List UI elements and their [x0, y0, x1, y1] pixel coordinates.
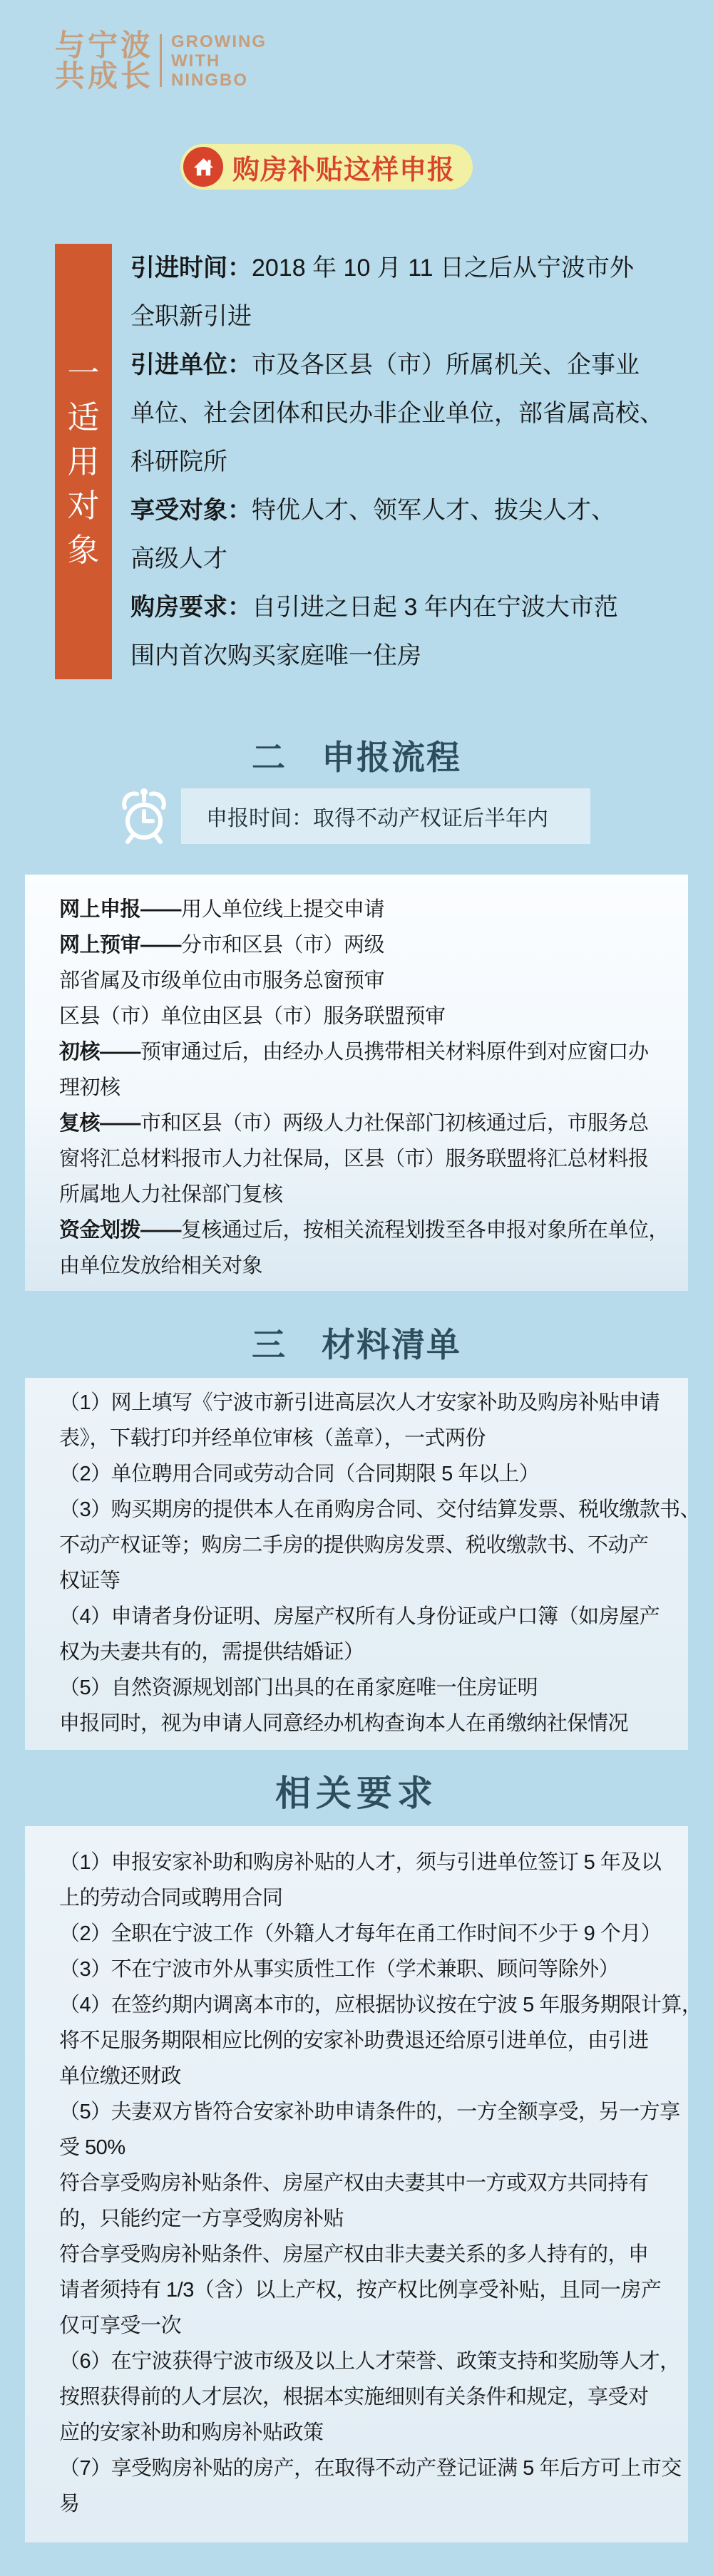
- text-line-rest: 科研院所: [130, 448, 227, 475]
- text-line-rest: （3）不在宁波市外从事实质性工作（学术兼职、顾问等除外）: [59, 1958, 620, 1981]
- text-line: [59, 1492, 701, 1527]
- text-line: [59, 2486, 667, 2522]
- text-line: [59, 1070, 667, 1106]
- text-line-rest: 表》，下载打印并经单位审核（盖章），一式两份: [59, 1427, 486, 1450]
- title-badge: [180, 144, 473, 190]
- text-line-rest: 按照获得前的人才层次，根据本实施细则有关条件和规定，享受对: [59, 2386, 649, 2408]
- requirements-card: [25, 1826, 702, 2542]
- text-line: [59, 2094, 680, 2130]
- text-line-rest: （4）申请者身份证明、房屋产权所有人身份证或户口簿（如房屋产: [59, 1605, 660, 1628]
- materials-list-card: [25, 1378, 701, 1750]
- text-line: [59, 1670, 667, 1706]
- text-line-bold: 网上预审——: [59, 934, 182, 957]
- text-line-bold: 网上申报——: [59, 898, 182, 921]
- text-line-rest: （4）在签约期内调离本市的，应根据协议按在宁波 5 年服务期限计算，: [59, 1994, 702, 2016]
- text-line-bold: 享受对象：: [130, 497, 252, 524]
- text-line: NINGBO: [171, 70, 249, 90]
- text-line: [130, 244, 687, 292]
- text-line: [59, 1527, 667, 1563]
- text-line: 适: [67, 399, 100, 436]
- text-line-rest: 权为夫妻共有的，需提供结婚证）: [59, 1641, 364, 1664]
- text-line-bold: 引进单位：: [130, 351, 252, 378]
- text-line-rest: 分市和区县（市）两级: [181, 934, 385, 957]
- text-line-rest: 市及各区县（市）所属机关、企事业: [252, 351, 640, 378]
- brand-logo: [55, 30, 267, 91]
- text-line: [59, 1563, 667, 1599]
- text-line: [130, 438, 687, 486]
- text-line: [59, 1987, 702, 2023]
- text-line: 一: [67, 355, 100, 391]
- text-line: [59, 2130, 667, 2165]
- text-line: 用: [67, 443, 100, 480]
- text-line-rest: （2）单位聘用合同或劳动合同（合同期限 5 年以上）: [59, 1463, 540, 1485]
- text-line: [130, 292, 687, 341]
- text-line-rest: 自引进之日起 3 年内在宁波大市范: [252, 594, 618, 621]
- text-line: [59, 2308, 667, 2344]
- logo-cn-line: 与宁波: [55, 29, 154, 62]
- section4-heading: 相关要求: [275, 1773, 438, 1813]
- section2-heading: 二 申报流程: [252, 738, 461, 776]
- text-line-rest: 特优人才、领军人才、拔尖人才、: [252, 497, 615, 524]
- text-line-rest: 请者须持有 1/3（含）以上产权，按产权比例享受补贴，且同一房产: [59, 2279, 662, 2302]
- text-line-rest: （7）享受购房补贴的房产，在取得不动产登记证满 5 年后方可上市交: [59, 2457, 682, 2480]
- text-line: [59, 1421, 667, 1456]
- text-line: [59, 1177, 667, 1212]
- text-line-rest: 高级人才: [130, 545, 227, 572]
- text-line: [59, 2237, 667, 2272]
- text-line: [130, 583, 687, 632]
- text-line: [59, 2059, 667, 2094]
- text-line-rest: 仅可享受一次: [59, 2314, 182, 2337]
- text-line: [130, 486, 687, 535]
- text-line: [59, 1634, 667, 1670]
- text-line: [59, 892, 667, 927]
- logo-cn-line: 共成长: [55, 59, 154, 93]
- text-line-bold: 资金划拨——: [59, 1219, 182, 1242]
- logo-divider: [160, 34, 162, 87]
- text-line: [130, 341, 687, 389]
- text-line-rest: 用人单位线上提交申请: [181, 898, 385, 921]
- alarm-clock-icon: [120, 787, 168, 845]
- text-line-rest: 市和区县（市）两级人力社保部门初核通过后，市服务总: [140, 1112, 649, 1135]
- text-line: [59, 2165, 667, 2201]
- text-line-rest: 符合享受购房补贴条件、房屋产权由夫妻其中一方或双方共同持有: [59, 2172, 649, 2195]
- text-line: [59, 1034, 667, 1070]
- text-line-rest: 复核通过后，按相关流程划拨至各申报对象所在单位，: [181, 1219, 670, 1242]
- text-line: [59, 2272, 667, 2308]
- text-line: [130, 535, 687, 583]
- text-line: WITH: [171, 51, 221, 71]
- text-line: [59, 1916, 667, 1952]
- text-line-rest: 申报同时，视为申请人同意经办机构查询本人在甬缴纳社保情况: [59, 1712, 629, 1735]
- text-line-rest: （5）夫妻双方皆符合安家补助申请条件的，一方全额享受，另一方享: [59, 2101, 680, 2123]
- home-icon: [183, 147, 223, 187]
- text-line: [59, 2023, 667, 2059]
- page-title: 购房补贴这样申报: [232, 155, 456, 185]
- text-line-rest: （1）网上填写《宁波市新引进高层次人才安家补助及购房补贴申请: [59, 1391, 660, 1414]
- text-line: [59, 1385, 667, 1421]
- text-line-rest: 窗将汇总材料报市人力社保局，区县（市）服务联盟将汇总材料报: [59, 1148, 649, 1170]
- text-line: [59, 963, 667, 999]
- text-line-rest: 部省属及市级单位由市服务总窗预审: [59, 969, 385, 992]
- process-steps-card: [25, 875, 688, 1291]
- text-line: [59, 1845, 667, 1880]
- text-line-rest: 2018 年 10 月 11 日之后从宁波市外: [252, 254, 634, 282]
- text-line-rest: 所属地人力社保部门复核: [59, 1183, 283, 1206]
- text-line: [130, 389, 687, 438]
- text-line: [59, 1141, 667, 1177]
- logo-english-text: [171, 32, 267, 90]
- text-line: [59, 1952, 667, 1987]
- text-line-bold: 引进时间：: [130, 254, 252, 282]
- text-line: [59, 1106, 667, 1141]
- text-line-bold: 复核——: [59, 1112, 141, 1135]
- text-line-rest: （1）申报安家补助和购房补贴的人才，须与引进单位签订 5 年及以: [59, 1851, 662, 1874]
- text-line-bold: 初核——: [59, 1041, 141, 1063]
- text-line-rest: 权证等: [59, 1570, 120, 1592]
- section3-heading: 三 材料清单: [252, 1326, 461, 1364]
- text-line: [59, 2344, 680, 2379]
- text-line-rest: （3）购买期房的提供本人在甬购房合同、交付结算发票、税收缴款书、: [59, 1498, 701, 1521]
- text-line-rest: 围内首次购买家庭唯一住房: [130, 642, 421, 669]
- text-line: [59, 1880, 667, 1916]
- text-line: [59, 999, 667, 1034]
- text-line-rest: 区县（市）单位由区县（市）服务联盟预审: [59, 1005, 446, 1028]
- text-line: [59, 1248, 667, 1284]
- text-line: [59, 1456, 667, 1492]
- text-line: [59, 2201, 667, 2237]
- text-line: [59, 1599, 667, 1634]
- text-line-rest: 单位、社会团体和民办非企业单位，部省属高校、: [130, 400, 664, 427]
- text-line: [59, 1212, 670, 1248]
- section1-content: [130, 244, 687, 680]
- logo-chinese-text: [55, 30, 153, 91]
- text-line-rest: （5）自然资源规划部门出具的在甬家庭唯一住房证明: [59, 1676, 538, 1699]
- text-line-rest: 受 50%: [59, 2136, 125, 2159]
- text-line: 对: [67, 488, 100, 524]
- text-line-rest: 易: [59, 2493, 80, 2515]
- text-line-rest: 将不足服务期限相应比例的安家补助费退还给原引进单位，由引进: [59, 2029, 649, 2052]
- text-line-rest: 预审通过后，由经办人员携带相关材料原件到对应窗口办: [140, 1041, 649, 1063]
- notice-text: 申报时间：取得不动产权证后半年内: [206, 807, 548, 830]
- text-line-rest: 由单位发放给相关对象: [59, 1254, 263, 1277]
- text-line: [59, 2451, 682, 2486]
- text-line: [59, 2415, 667, 2451]
- text-line: GROWING: [171, 31, 267, 51]
- text-line-rest: 上的劳动合同或聘用合同: [59, 1887, 283, 1910]
- text-line: 象: [67, 532, 100, 568]
- text-line: [59, 927, 667, 963]
- text-line: [130, 632, 687, 680]
- text-line-rest: （2）全职在宁波工作（外籍人才每年在甬工作时间不少于 9 个月）: [59, 1922, 662, 1945]
- text-line-rest: 应的安家补助和购房补贴政策: [59, 2421, 324, 2444]
- text-line-rest: 理初核: [59, 1076, 120, 1099]
- notice-box: [181, 788, 590, 844]
- text-line-rest: 不动产权证等；购房二手房的提供购房发票、税收缴款书、不动产: [59, 1534, 649, 1557]
- application-time-notice: [120, 787, 590, 845]
- text-line-bold: 购房要求：: [130, 594, 252, 621]
- section1-side-label: [55, 244, 112, 679]
- text-line: [59, 1706, 667, 1741]
- text-line: [59, 2379, 667, 2415]
- text-line-rest: 单位缴还财政: [59, 2065, 182, 2088]
- text-line-rest: （6）在宁波获得宁波市级及以上人才荣誉、政策支持和奖励等人才，: [59, 2350, 680, 2373]
- text-line-rest: 的，只能约定一方享受购房补贴: [59, 2207, 344, 2230]
- text-line-rest: 全职新引进: [130, 303, 252, 330]
- text-line-rest: 符合享受购房补贴条件、房屋产权由非夫妻关系的多人持有的，申: [59, 2243, 649, 2266]
